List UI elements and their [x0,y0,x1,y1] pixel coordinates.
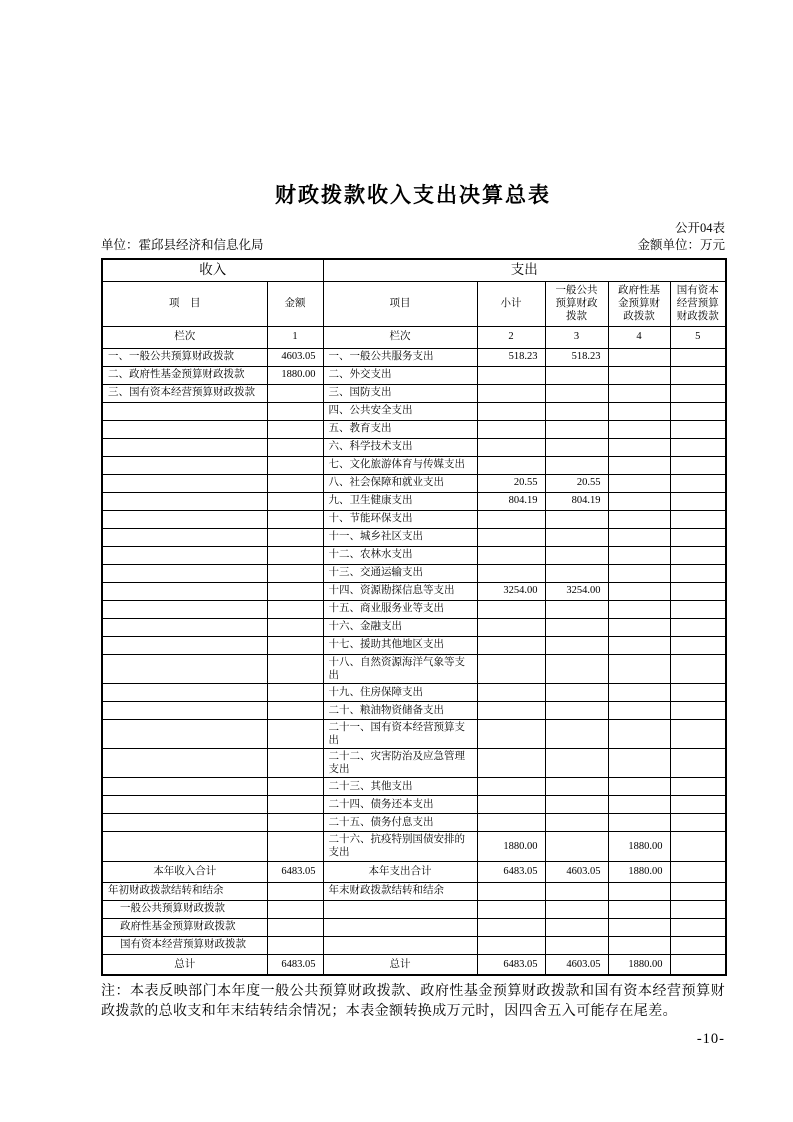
state-capital-cell [670,474,726,492]
expense-item-cell: 总计 [323,954,477,975]
gov-fund-cell [608,936,670,954]
state-capital-cell [670,778,726,796]
expense-item-cell: 二十三、其他支出 [323,778,477,796]
table-row [102,683,726,701]
income-amount-cell [267,749,323,778]
state-capital-cell [670,900,726,918]
col-header-state-capital: 国有资本经营预算财政拨款 [670,281,726,326]
table-row [102,492,726,510]
income-item-cell [102,654,267,683]
income-amount-cell [267,528,323,546]
state-capital-cell [670,510,726,528]
expense-item-cell: 十八、自然资源海洋气象等支出 [323,654,477,683]
expense-item-cell: 十三、交通运输支出 [323,564,477,582]
gov-fund-cell [608,402,670,420]
expense-item-cell: 十二、农林水支出 [323,546,477,564]
subtotal-cell [477,618,545,636]
gov-fund-cell: 1880.00 [608,861,670,882]
gov-fund-cell [608,420,670,438]
page-title: 财政拨款收入支出决算总表 [275,184,551,207]
income-amount-cell: 6483.05 [267,861,323,882]
state-capital-cell [670,438,726,456]
general-budget-cell [545,814,608,832]
expense-item-cell: 十六、金融支出 [323,618,477,636]
general-budget-cell [545,564,608,582]
income-amount-cell [267,438,323,456]
state-capital-cell [670,654,726,683]
expense-item-cell: 本年支出合计 [323,861,477,882]
expense-item-cell: 三、国防支出 [323,384,477,402]
expense-group-header: 支出 [323,259,726,281]
expense-item-cell: 十七、援助其他地区支出 [323,636,477,654]
subtotal-cell: 804.19 [477,492,545,510]
income-amount-cell [267,474,323,492]
income-amount-cell [267,456,323,474]
income-item-cell [102,546,267,564]
income-amount-cell: 1880.00 [267,366,323,384]
column-header-row [102,281,726,326]
general-budget-cell [545,701,608,719]
income-item-cell [102,832,267,861]
gov-fund-cell [608,778,670,796]
col-header-subtotal: 小计 [477,281,545,326]
gov-fund-cell [608,918,670,936]
meta-row [101,236,725,254]
income-item-cell: 本年收入合计 [102,861,267,882]
general-budget-cell [545,936,608,954]
expense-item-cell: 二十、粮油物资储备支出 [323,701,477,719]
income-amount-cell: 6483.05 [267,954,323,975]
gov-fund-cell [608,366,670,384]
income-item-cell [102,796,267,814]
table-row [102,438,726,456]
lanci-income-label: 栏次 [102,326,267,348]
footnote: 注：本表反映部门本年度一般公共预算财政拨款、政府性基金预算财政拨款和国有资本经营预算财政拨款的总收支和年末结转结余情况；本表金额转换成万元时，因四舍五入可能存在尾差。 [101,984,725,1019]
state-capital-cell [670,600,726,618]
expense-item-cell: 二十二、灾害防治及应急管理支出 [323,749,477,778]
income-item-cell [102,492,267,510]
expense-item-cell: 十一、城乡社区支出 [323,528,477,546]
subtotal-cell [477,701,545,719]
subtotal-cell [477,900,545,918]
income-item-cell [102,438,267,456]
state-capital-cell [670,618,726,636]
table-row [102,402,726,420]
state-capital-cell [670,492,726,510]
general-budget-cell [545,528,608,546]
income-amount-cell [267,900,323,918]
gov-fund-cell: 1880.00 [608,954,670,975]
table-row [102,654,726,683]
income-item-cell [102,749,267,778]
gov-fund-cell [608,636,670,654]
income-item-cell: 总计 [102,954,267,975]
table-row [102,882,726,900]
gov-fund-cell [608,510,670,528]
gov-fund-cell [608,492,670,510]
income-amount-cell [267,882,323,900]
expense-item-cell: 五、教育支出 [323,420,477,438]
table-row [102,474,726,492]
fiscal-table [101,258,727,976]
gov-fund-cell [608,882,670,900]
expense-item-cell: 一、一般公共服务支出 [323,348,477,366]
expense-item-cell: 十九、住房保障支出 [323,683,477,701]
state-capital-cell [670,456,726,474]
gov-fund-cell [608,618,670,636]
table-code-label: 公开04表 [674,221,725,235]
income-item-cell: 一、一般公共预算财政拨款 [102,348,267,366]
income-item-cell: 一般公共预算财政拨款 [102,900,267,918]
state-capital-cell [670,954,726,975]
general-budget-cell [545,402,608,420]
income-item-cell [102,778,267,796]
group-header-row [102,259,726,281]
state-capital-cell [670,348,726,366]
subtotal-cell: 3254.00 [477,582,545,600]
income-amount-cell [267,492,323,510]
gov-fund-cell [608,348,670,366]
income-amount-cell [267,778,323,796]
general-budget-cell [545,900,608,918]
expense-item-cell [323,918,477,936]
expense-item-cell [323,936,477,954]
subtotal-cell: 6483.05 [477,861,545,882]
subtotal-cell [477,814,545,832]
document-content [101,182,725,1048]
table-row [102,546,726,564]
general-budget-cell [545,654,608,683]
income-amount-cell [267,600,323,618]
subtotal-cell [477,749,545,778]
state-capital-cell [670,832,726,861]
table-row [102,796,726,814]
lanci-col-5: 5 [670,326,726,348]
subtotal-cell [477,384,545,402]
gov-fund-cell [608,600,670,618]
gov-fund-cell [608,582,670,600]
subtotal-cell [477,636,545,654]
state-capital-cell [670,861,726,882]
col-header-general-budget: 一般公共预算财政拨款 [545,281,608,326]
lanci-col-4: 4 [608,326,670,348]
state-capital-cell [670,918,726,936]
gov-fund-cell [608,438,670,456]
lanci-row [102,326,726,348]
income-item-cell [102,474,267,492]
income-amount-cell [267,420,323,438]
general-budget-cell [545,832,608,861]
expense-item-cell: 六、科学技术支出 [323,438,477,456]
gov-fund-cell: 1880.00 [608,832,670,861]
unit-label: 单位：霍邱县经济和信息化局 [101,238,264,252]
income-item-cell [102,618,267,636]
state-capital-cell [670,528,726,546]
table-row [102,954,726,975]
expense-item-cell: 二十六、抗疫特别国债安排的支出 [323,832,477,861]
expense-item-cell: 二、外交支出 [323,366,477,384]
expense-item-cell: 九、卫生健康支出 [323,492,477,510]
income-amount-cell [267,796,323,814]
income-amount-cell [267,636,323,654]
subtotal-cell: 1880.00 [477,832,545,861]
subtotal-cell [477,402,545,420]
general-budget-cell: 4603.05 [545,954,608,975]
col-header-income-item: 项 目 [102,281,267,326]
income-item-cell [102,528,267,546]
income-item-cell: 国有资本经营预算财政拨款 [102,936,267,954]
income-amount-cell: 4603.05 [267,348,323,366]
subtotal-cell [477,796,545,814]
state-capital-cell [670,384,726,402]
col-header-income-amount: 金额 [267,281,323,326]
subtotal-cell [477,654,545,683]
income-amount-cell [267,918,323,936]
general-budget-cell [545,510,608,528]
income-item-cell: 二、政府性基金预算财政拨款 [102,366,267,384]
income-item-cell [102,683,267,701]
subtotal-cell [477,510,545,528]
state-capital-cell [670,796,726,814]
general-budget-cell [545,882,608,900]
table-row [102,528,726,546]
income-item-cell [102,719,267,748]
table-row [102,900,726,918]
general-budget-cell [545,456,608,474]
state-capital-cell [670,683,726,701]
subtotal-cell [477,420,545,438]
gov-fund-cell [608,796,670,814]
gov-fund-cell [608,528,670,546]
general-budget-cell [545,600,608,618]
income-amount-cell [267,683,323,701]
income-item-cell: 三、国有资本经营预算财政拨款 [102,384,267,402]
table-row [102,719,726,748]
subtotal-cell [477,918,545,936]
table-row [102,384,726,402]
general-budget-cell [545,384,608,402]
income-amount-cell [267,546,323,564]
general-budget-cell [545,438,608,456]
state-capital-cell [670,366,726,384]
income-amount-cell [267,719,323,748]
gov-fund-cell [608,474,670,492]
state-capital-cell [670,582,726,600]
table-row [102,348,726,366]
table-row [102,456,726,474]
expense-item-cell: 十四、资源勘探信息等支出 [323,582,477,600]
table-row [102,918,726,936]
income-item-cell [102,600,267,618]
table-row [102,778,726,796]
general-budget-cell [545,796,608,814]
table-row [102,861,726,882]
expense-item-cell: 二十五、债务付息支出 [323,814,477,832]
col-header-gov-fund: 政府性基金预算财政拨款 [608,281,670,326]
gov-fund-cell [608,683,670,701]
subtotal-cell [477,719,545,748]
income-item-cell: 政府性基金预算财政拨款 [102,918,267,936]
income-amount-cell [267,384,323,402]
general-budget-cell [545,636,608,654]
expense-item-cell: 七、文化旅游体育与传媒支出 [323,456,477,474]
general-budget-cell: 804.19 [545,492,608,510]
general-budget-cell: 3254.00 [545,582,608,600]
table-row [102,749,726,778]
subtotal-cell [477,456,545,474]
subtotal-cell [477,366,545,384]
subtotal-cell [477,600,545,618]
subtotal-cell [477,882,545,900]
col-header-expense-item: 项目 [323,281,477,326]
income-amount-cell [267,564,323,582]
subtotal-cell [477,528,545,546]
general-budget-cell [545,918,608,936]
income-item-cell [102,582,267,600]
table-body [102,348,726,975]
subtotal-cell: 20.55 [477,474,545,492]
expense-item-cell: 十五、商业服务业等支出 [323,600,477,618]
state-capital-cell [670,636,726,654]
income-amount-cell [267,701,323,719]
income-item-cell [102,701,267,719]
income-item-cell [102,420,267,438]
general-budget-cell [545,366,608,384]
general-budget-cell: 4603.05 [545,861,608,882]
expense-item-cell [323,900,477,918]
gov-fund-cell [608,546,670,564]
subtotal-cell [477,564,545,582]
subtotal-cell: 518.23 [477,348,545,366]
gov-fund-cell [608,814,670,832]
lanci-col-3: 3 [545,326,608,348]
general-budget-cell [545,683,608,701]
table-row [102,618,726,636]
gov-fund-cell [608,749,670,778]
income-item-cell [102,402,267,420]
state-capital-cell [670,749,726,778]
expense-item-cell: 十、节能环保支出 [323,510,477,528]
table-row [102,420,726,438]
income-amount-cell [267,832,323,861]
income-amount-cell [267,402,323,420]
table-row [102,366,726,384]
table-row [102,582,726,600]
general-budget-cell [545,618,608,636]
table-row [102,701,726,719]
expense-item-cell: 年末财政拨款结转和结余 [323,882,477,900]
gov-fund-cell [608,456,670,474]
general-budget-cell: 518.23 [545,348,608,366]
state-capital-cell [670,546,726,564]
income-item-cell [102,510,267,528]
expense-item-cell: 二十一、国有资本经营预算支出 [323,719,477,748]
income-group-header: 收入 [102,259,323,281]
income-amount-cell [267,582,323,600]
table-row [102,814,726,832]
gov-fund-cell [608,701,670,719]
lanci-col-1: 1 [267,326,323,348]
state-capital-cell [670,814,726,832]
subtotal-cell [477,683,545,701]
gov-fund-cell [608,654,670,683]
income-amount-cell [267,654,323,683]
state-capital-cell [670,719,726,748]
general-budget-cell [545,778,608,796]
gov-fund-cell [608,384,670,402]
amount-unit-label: 金额单位：万元 [637,238,725,252]
income-item-cell [102,456,267,474]
general-budget-cell [545,420,608,438]
income-amount-cell [267,618,323,636]
expense-item-cell: 四、公共安全支出 [323,402,477,420]
page-number: -10- [696,1030,725,1047]
general-budget-cell: 20.55 [545,474,608,492]
state-capital-cell [670,564,726,582]
state-capital-cell [670,936,726,954]
table-row [102,600,726,618]
gov-fund-cell [608,719,670,748]
income-item-cell [102,814,267,832]
subtotal-cell: 6483.05 [477,954,545,975]
general-budget-cell [545,749,608,778]
expense-item-cell: 二十四、债务还本支出 [323,796,477,814]
subtotal-cell [477,778,545,796]
income-amount-cell [267,936,323,954]
subtotal-cell [477,438,545,456]
state-capital-cell [670,701,726,719]
subtotal-cell [477,936,545,954]
state-capital-cell [670,402,726,420]
state-capital-cell [670,882,726,900]
general-budget-cell [545,719,608,748]
income-item-cell [102,636,267,654]
income-item-cell [102,564,267,582]
subtotal-cell [477,546,545,564]
income-item-cell: 年初财政拨款结转和结余 [102,882,267,900]
table-row [102,832,726,861]
gov-fund-cell [608,900,670,918]
table-row [102,564,726,582]
lanci-col-2: 2 [477,326,545,348]
gov-fund-cell [608,564,670,582]
state-capital-cell [670,420,726,438]
general-budget-cell [545,546,608,564]
income-amount-cell [267,814,323,832]
expense-item-cell: 八、社会保障和就业支出 [323,474,477,492]
table-row [102,936,726,954]
income-amount-cell [267,510,323,528]
lanci-expense-label: 栏次 [323,326,477,348]
table-row [102,510,726,528]
table-row [102,636,726,654]
